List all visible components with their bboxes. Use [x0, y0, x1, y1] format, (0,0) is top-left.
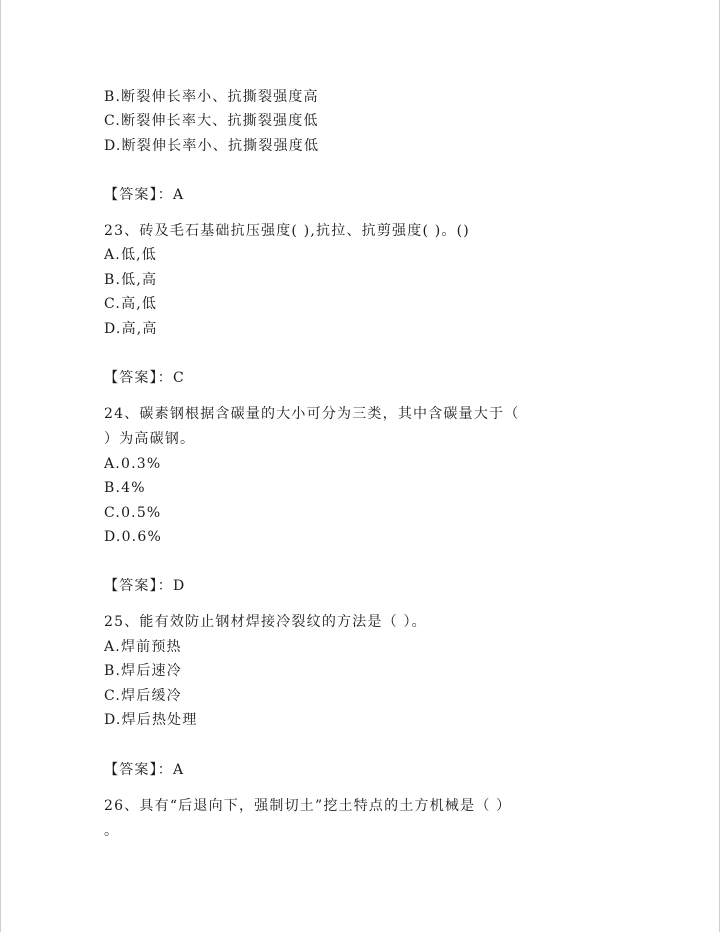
q24-stem-line1: 24、碳素钢根据含碳量的大小可分为三类，其中含碳量大于（ [104, 406, 520, 422]
q26-stem-line1: 26、具有“后退向下，强制切土”挖土特点的土方机械是（ ） [104, 798, 512, 814]
q25-option-d: D.焊后热处理 [104, 712, 198, 728]
q25-option-b: B.焊后速冷 [104, 663, 182, 679]
q25-option-a: A.焊前预热 [104, 639, 182, 655]
q23-option-d: D.高,高 [104, 321, 158, 337]
q26-stem-line2: 。 [104, 823, 120, 839]
q23-stem: 23、砖及毛石基础抗压强度( ),抗拉、抗剪强度( )。() [104, 223, 470, 239]
q24-answer: 【答案】：D [104, 578, 186, 594]
q24-option-c: C.0.5% [104, 505, 162, 521]
q25-answer: 【答案】：A [104, 762, 185, 778]
q24-option-a: A.0.3% [104, 456, 162, 472]
q23-option-c: C.高,低 [104, 296, 158, 312]
q23-option-b: B.低,高 [104, 272, 158, 288]
q24-stem-line2: ）为高碳钢。 [104, 431, 196, 447]
q24-option-d: D.0.6% [104, 529, 162, 545]
q22-option-b: B.断裂伸长率小、抗撕裂强度高 [104, 89, 319, 105]
q25-stem: 25、能有效防止钢材焊接冷裂纹的方法是（ ）。 [104, 614, 427, 630]
q23-option-a: A.低,低 [104, 247, 158, 263]
q22-option-d: D.断裂伸长率小、抗撕裂强度低 [104, 138, 320, 154]
q22-answer: 【答案】：A [104, 187, 185, 203]
q24-option-b: B.4% [104, 480, 146, 496]
q25-option-c: C.焊后缓冷 [104, 688, 182, 704]
q22-option-c: C.断裂伸长率大、抗撕裂强度低 [104, 113, 319, 129]
q23-answer: 【答案】：C [104, 370, 185, 386]
page-edge-left [0, 0, 1, 932]
